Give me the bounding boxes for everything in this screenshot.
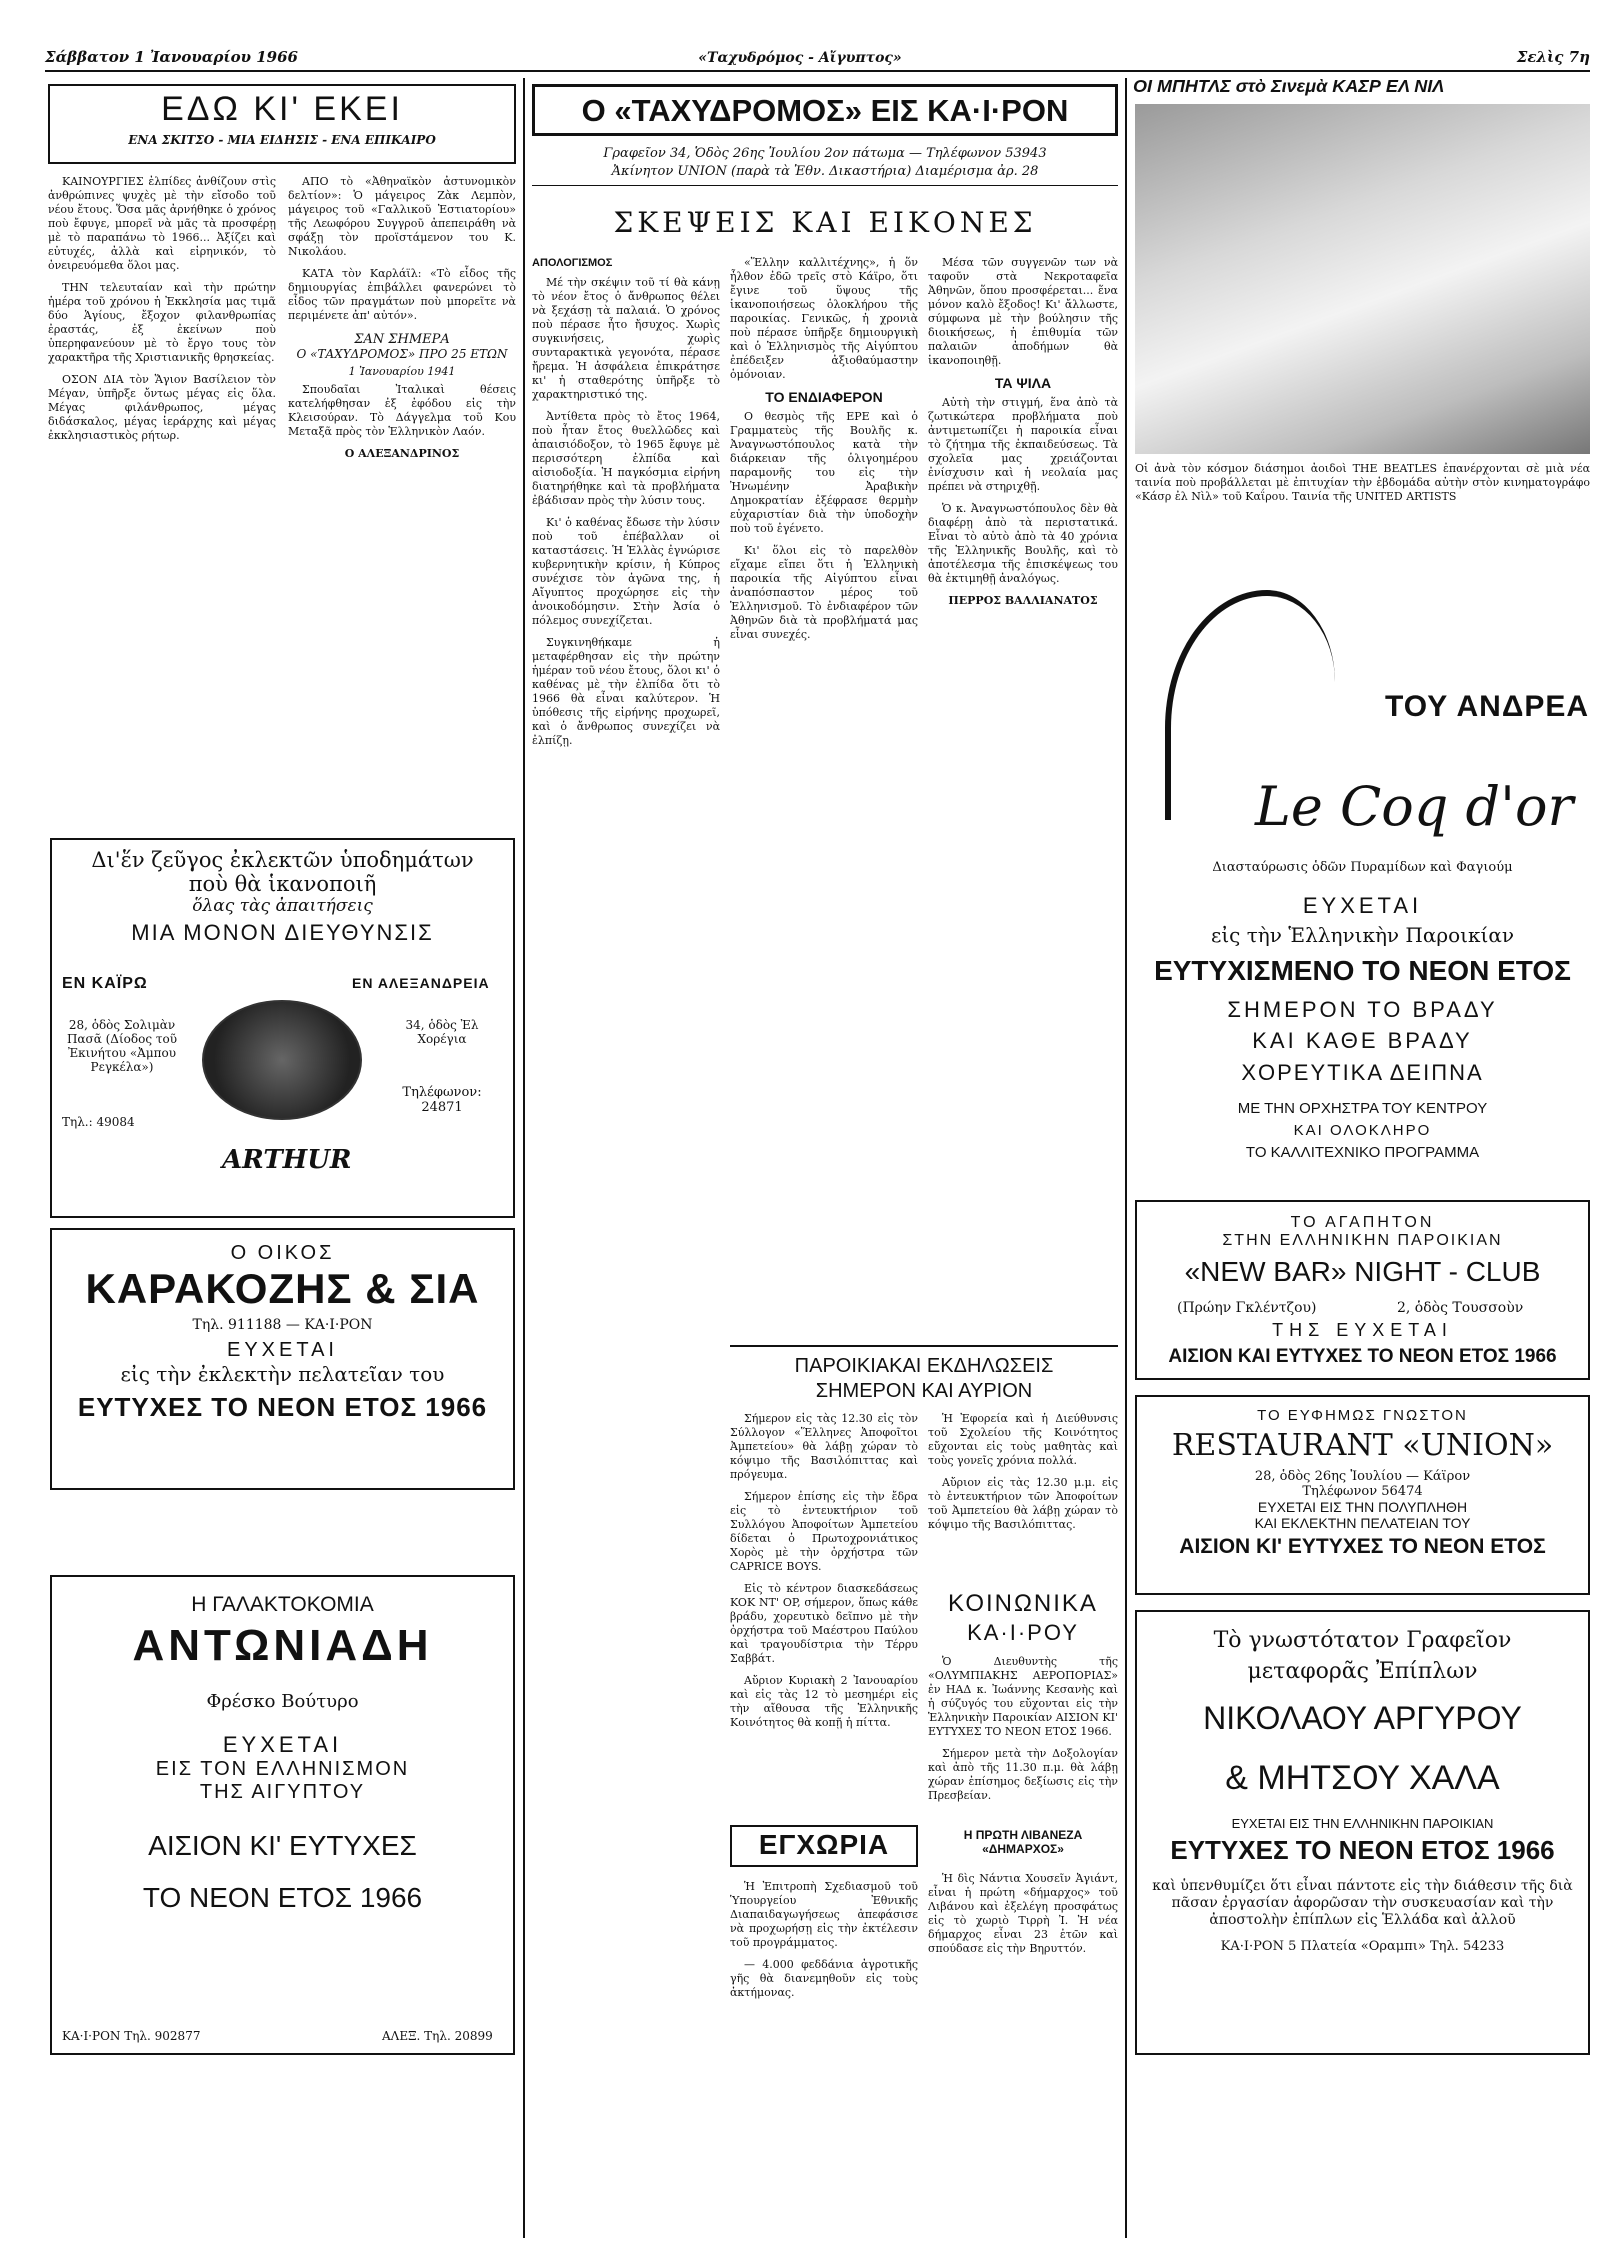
beatles-photo bbox=[1135, 104, 1590, 454]
center-paragraph-2: Ἀντίθετα πρὸς τὸ ἔτος 1964, ποὺ ἦταν ἔτος θυελλῶδες καὶ ἀπαισιόδοξον, τὸ 1965 ἔφυγε μὲ περισσότερη ἐλπίδα καὶ αἰσιοδοξία. Ἡ παγκόσμια εἰρήνη διατηρήθηκε καὶ τὰ προβλήματα ἐβάδισαν πρὸς τὴν λύσιν τους. bbox=[532, 410, 720, 507]
psila-heading: ΤΑ ΨΙΛΑ bbox=[994, 375, 1052, 391]
shoes-signature: ARTHUR bbox=[222, 1145, 352, 1175]
header-paper: «Ταχυδρόμος - Αἴγυπτος» bbox=[698, 50, 902, 66]
left-paragraph-2: ΤΗΝ τελευταίαν καὶ τὴν πρώτην ἡμέρα τοῦ χρόνου ἡ Ἐκκλησία μας τιμᾶ δύο Ἁγίους, ἔξοχον φιλανθρωπίας ἐραστάς, ἐξ ἐκείνων ποὺ ὑπερηφανεύουν μὲ τὸ ἔργο τους τὸν χαρακτῆρα τῆς Χριστιανικῆς θρησκείας. bbox=[48, 281, 276, 364]
san-simera-date: 1 Ἰανουαρίου 1941 bbox=[348, 365, 456, 378]
office-line-2: Ἀκίνητον UNION (παρὰ τὰ Ἐθν. Δικαστήρια) Διαμέρισμα ἀρ. 28 bbox=[611, 164, 1039, 179]
karakozis-tel: Τηλ. 911188 — ΚΑ·Ι·ΡΟΝ bbox=[192, 1317, 373, 1333]
center-paragraph-7: Κι' ὅλοι εἰς τὸ παρελθὸν εἴχαμε εἴπει ὅτι ἡ Ἑλληνικὴ παροικία τῆς Αἰγύπτου εἶναι ἀναπόσπαστον μέρος τοῦ Ἑλληνισμοῦ. Τὸ ἐνδιαφέρον τῶν Ἀθηνῶν διὰ τὰ προβλήματά μας εἶναι συνεχές. bbox=[730, 544, 918, 641]
center-paragraph-8: Μέσα τῶν συγγενῶν των νὰ ταφοῦν στὰ Νεκροταφεῖα Ἀθηνῶν, ὅπου προσφέρεται... ἕνα μόνον καλὸ ἔξοδος! Κι' ἄλλωστε, σύμφωνα μὲ τὴν βούλησιν τῆς διοικήσεως, ἡ ἐπιθυμία τῶν παλαιῶν ἀποδήμων θὰ ἱκανοποιηθῇ. bbox=[928, 256, 1118, 367]
newbar-ad bbox=[1135, 1200, 1590, 1380]
antoniadi-line-8: ΤΟ ΝΕΟΝ ΕΤΟΣ 1966 bbox=[142, 1882, 423, 1913]
koinonika-paragraph-2: Σήμερον μετὰ τὴν Δοξολογίαν καὶ ἀπὸ τῆς 11.30 π.μ. θὰ λάβῃ χώραν ἐπίσημος δεξίωσις εἰς τὴν Πρεσβείαν. bbox=[928, 1747, 1118, 1802]
antoniadi-wish: ΕΥΧΕΤΑΙ bbox=[222, 1732, 343, 1757]
newbar-name: «NEW BAR» NIGHT - CLUB bbox=[1184, 1256, 1541, 1287]
left-author: Ο ΑΛΕΞΑΝΔΡΙΝΟΣ bbox=[344, 447, 460, 460]
newbar-line-5: ΑΙΣΙΟΝ ΚΑΙ ΕΥΤΥΧΕΣ ΤΟ ΝΕΟΝ ΕΤΟΣ 1966 bbox=[1168, 1346, 1557, 1367]
koinonika-paragraph-1: Ὁ Διευθυντὴς τῆς «ΟΛΥΜΠΙΑΚΗΣ ΑΕΡΟΠΟΡΙΑΣ» ἐν ΗΑΔ κ. Ἰωάννης Κεσανὴς καὶ ἡ σύζυγός του εὔχονται εἰς τὴν Ἑλληνικὴν Παροικίαν ΑΙΣΙΟΝ ΚΙ' ΕΥΤΥΧΕΣ ΤΟ ΝΕΟΝ ΕΤΟΣ 1966. bbox=[928, 1655, 1118, 1738]
header-page: Σελὶς 7η bbox=[1516, 48, 1590, 66]
center-paragraph-10: Ὁ κ. Ἀναγνωστόπουλος δὲν θὰ διαφέρῃ ἀπὸ τὰ περιστατικά. Εἶναι τὸ αὐτὸ ἀπὸ τὰ 40 χρόνια τῆς Ἑλληνικῆς Βουλῆς, καὶ τὸ ἀποτέλεσμα τῆς ἐπισκέψεως του θὰ ἐκτιμηθῇ ἀναλόγως. bbox=[928, 502, 1118, 585]
argyrou-line-8: ΚΑ·Ι·ΡΟΝ 5 Πλατεία «Οραμπι» Τηλ. 54233 bbox=[1220, 1939, 1505, 1954]
egxoria-title: ΕΓΧΩΡΙΑ bbox=[758, 1829, 890, 1860]
union-line-5: ΚΑΙ ΕΚΛΕΚΤΗΝ ΠΕΛΑΤΕΙΑΝ ΤΟΥ bbox=[1254, 1515, 1471, 1531]
center-paragraph-9: Αὐτὴ τὴν στιγμή, ἕνα ἀπὸ τὰ ζωτικώτερα προβλήματα ποὺ ἀντιμετωπίζει ἡ παροικία εἶναι τὸ ζήτημα τῆς ἐκπαιδεύσεως. Τὰ σχολεῖα μας χρειάζονται ἐνίσχυσιν καὶ ἡ νεολαία μας πρέπει νὰ στηριχθῇ. bbox=[928, 396, 1118, 493]
shoes-alex: ΕΝ ΑΛΕΞΑΝΔΡΕΙΑ bbox=[352, 975, 490, 991]
center-paragraph-6: Ο θεσμὸς τῆς ΕΡΕ καὶ ὁ Γραμματεὺς τῆς Βουλῆς κ. Ἀναγνωστόπουλος κατὰ τὴν διάρκειαν τῆς ὁλιγοημέρου παραμονῆς του εἰς τὴν Ἠνωμένην Ἀραβικὴν Δημοκρατίαν ἐξέφρασε θερμὴν εὐχαριστίαν διὰ τὴν ὑποδοχὴν ποὺ τοῦ ἐγένετο. bbox=[730, 410, 918, 535]
san-simera-title: ΣΑΝ ΣΗΜΕΡΑ bbox=[354, 332, 450, 347]
newbar-addr-1: (Πρώην Γκλέντζου) bbox=[1177, 1300, 1317, 1316]
section-title: ΣΚΕΨΕΙΣ ΚΑΙ ΕΙΚΟΝΕΣ bbox=[613, 206, 1037, 239]
shoes-tel-2: Τηλέφωνον: 24871 bbox=[402, 1085, 482, 1115]
events-rule bbox=[730, 1345, 1118, 1347]
argyrou-name-2: & ΜΗΤΣΟΥ ΧΑΛΑ bbox=[1225, 1759, 1500, 1797]
andrea-line-6: ΚΑΙ ΚΑΘΕ ΒΡΑΔΥ bbox=[1252, 1028, 1473, 1053]
center-paragraph-4: Συγκινηθήκαμε ἡ μεταφέρθησαν εἰς τὴν πρώτην ἡμέραν τοῦ νέου ἔτους, ὅλοι κι' ὁ καθένας μὲ τὴν ἐλπίδα ὅτι τὸ 1966 θὰ εἶναι καλύτερον. Ἡ ὑπόθεσις τῆς εἰρήνης προχωρεῖ, καὶ ὁ ἄνθρωπος συνεχίζει νὰ ἐλπίζῃ. bbox=[532, 636, 720, 747]
andrea-script: Le Coq d'or bbox=[1255, 775, 1574, 838]
andrea-line-10: ΤΟ ΚΑΛΛΙΤΕΧΝΙΚΟ ΠΡΟΓΡΑΜΜΑ bbox=[1245, 1144, 1480, 1161]
libanesa-title: Η ΠΡΩΤΗ ΛΙΒΑΝΕΖΑ «ΔΗΜΑΡΧΟΣ» bbox=[963, 1828, 1083, 1856]
left-paragraph-3: ΟΣΟΝ ΔΙΑ τὸν Ἅγιον Βασίλειον τὸν Μέγαν, ὑπῆρξε ὄντως μέγας εἰς ὅλα. Μέγας φιλάνθρωπος, μέγας διδάσκαλος, μέγας ἱεράρχης καὶ μέγας ἐκκλησιαστικὸς ρήτωρ. bbox=[48, 373, 276, 442]
san-simera-sub: Ο «ΤΑΧΥΔΡΟΜΟΣ» ΠΡΟ 25 ΕΤΩΝ bbox=[296, 347, 508, 361]
beatles-title: ΟΙ ΜΠΗΤΛΣ στὸ Σινεμὰ ΚΑΣΡ ΕΛ ΝΙΛ bbox=[1133, 76, 1445, 96]
left-paragraph-1: ΚΑΙΝΟΥΡΓΙΕΣ ἐλπίδες ἀνθίζουν στὶς ἀνθρώπινες ψυχὲς μὲ τὴν εἴσοδο τοῦ νέου ἔτους. Ὅσα μᾶς ἀρνήθηκε ὁ χρόνος ποὺ ἔφυγε, μπορεῖ νὰ μᾶς τὰ προσφέρῃ μὲ τὸ παραπάνω τὸ 1966... Ἀξίζει καὶ εὐτυχές, ἀλλὰ καὶ εἰρηνικόν, τὸ ὀνειρευόμεθα ὅλοι μας. bbox=[48, 175, 276, 272]
andrea-line-4: ΕΥΤΥΧΙΣΜΕΝΟ ΤΟ ΝΕΟΝ ΕΤΟΣ bbox=[1154, 955, 1571, 986]
shoes-line-2: ποὺ θὰ ἱκανοποιῆ bbox=[188, 872, 377, 896]
argyrou-line-1: Τὸ γνωστότατον Γραφεῖον bbox=[1213, 1628, 1512, 1653]
column-rule-left bbox=[523, 78, 525, 2238]
argyrou-line-2: μεταφορᾶς Ἐπίπλων bbox=[1247, 1659, 1478, 1684]
center-paragraph-1: Μέ τὴν σκέψιν τοῦ τί θὰ κάνῃ τὸ νέον ἔτος ὁ ἄνθρωπος θέλει νὰ ξεχάσῃ τὰ παλαιά. Ὁ χρόνος ποὺ πέρασε ἦτο ἤσυχος. Χωρὶς συγκινήσεις, χωρὶς συνταρακτικὰ γεγονότα, πέρασε ἤρεμα. Ἡ ἀσφάλεια ἐπικράτησε κι' ἡ σταθερότης ὑπῆρξε τὸ χαρακτηριστικό της. bbox=[532, 276, 720, 401]
union-ad bbox=[1135, 1395, 1590, 1595]
egxoria-body bbox=[730, 1880, 918, 2080]
newbar-wish: ΤΗΣ ΕΥΧΕΤΑΙ bbox=[1272, 1320, 1453, 1340]
karakozis-line-4: εἰς τὴν ἐκλεκτὴν πελατεῖαν του bbox=[120, 1362, 445, 1386]
egxoria-paragraph-2: — 4.000 φεδδάνια ἀγροτικῆς γῆς θὰ διανεμηθοῦν εἰς τοὺς ἀκτήμονας. bbox=[730, 1958, 918, 1999]
union-line-4: ΕΥΧΕΤΑΙ ΕΙΣ ΤΗΝ ΠΟΛΥΠΛΗΘΗ bbox=[1257, 1499, 1468, 1515]
column-rule-right bbox=[1125, 78, 1127, 2238]
shoes-line-1: Δι'ἕν ζεῦγος ἐκλεκτῶν ὑποδημάτων bbox=[91, 848, 474, 872]
antoniadi-line-1: Η ΓΑΛΑΚΤΟΚΟΜΙΑ bbox=[191, 1593, 374, 1616]
apologismos-heading: ΑΠΟΛΟΓΙΣΜΟΣ bbox=[532, 257, 613, 269]
andrea-line-1: ΤΟΥ ΑΝΔΡΕΑ bbox=[1385, 690, 1590, 723]
andrea-ad bbox=[1135, 560, 1590, 1180]
left-column-a bbox=[48, 175, 276, 825]
argyrou-name-1: ΝΙΚΟΛΑΟΥ ΑΡΓΥΡΟΥ bbox=[1203, 1700, 1522, 1736]
header-date: Σάββατον 1 Ἰανουαρίου 1966 bbox=[45, 48, 298, 66]
left-paragraph-4: ΑΠΟ τὸ «Ἀθηναϊκὸν ἀστυνομικὸν δελτίον»: Ὁ μάγειρος Ζὰκ Λεμπὸν, μάγειρος τοῦ «Γαλλικοῦ Ἑστιατορίου» τῆς Λεωφόρου Συγγροῦ ἀπεπειράθη νὰ σφάξῃ τὸν προϊστάμενον του Κ. Νικολάου. bbox=[288, 175, 516, 258]
antoniadi-line-6: ΤΗΣ ΑΙΓΥΠΤΟΥ bbox=[199, 1781, 366, 1803]
events-title-2: ΣΗΜΕΡΟΝ ΚΑΙ ΑΥΡΙΟΝ bbox=[815, 1380, 1033, 1402]
events-column-a bbox=[730, 1412, 918, 1772]
karakozis-name: ΚΑΡΑΚΟΖΗΣ & ΣΙΑ bbox=[85, 1265, 480, 1312]
antoniadi-ad bbox=[50, 1575, 515, 2055]
left-column-b bbox=[288, 175, 516, 825]
events-paragraph-3: Εἰς τὸ κέντρον διασκεδάσεως KOK NT' OP, σήμερον, ὅπως κάθε βράδυ, χορευτικὸ δεῖπνο μὲ τὴν ὀρχήστρα τοῦ Μαέστρου Παύλου καὶ τραγουδίστρια τὴν Τέρρυ Σαββάτ. bbox=[730, 1582, 918, 1665]
shoes-addr-1: 28, ὁδὸς Σολιμὰν Πασᾶ (Δίοδος τοῦ Ἐκινήτου «Ἀμπου Ρεγκέλα») bbox=[66, 1018, 178, 1074]
andrea-line-8: ΜΕ ΤΗΝ ΟΡΧΗΣΤΡΑ ΤΟΥ ΚΕΝΤΡΟΥ bbox=[1237, 1100, 1488, 1117]
antoniadi-tel-1: ΚΑ·Ι·ΡΟΝ Τηλ. 902877 bbox=[62, 2029, 201, 2043]
union-addr: 28, ὁδὸς 26ης Ἰουλίου — Κάϊρον bbox=[1254, 1469, 1471, 1484]
shoes-tel-1: Τηλ.: 49084 bbox=[62, 1115, 135, 1129]
argyrou-line-5: ΕΥΧΕΤΑΙ ΕΙΣ ΤΗΝ ΕΛΛΗΝΙΚΗΝ ΠΑΡΟΙΚΙΑΝ bbox=[1231, 1816, 1494, 1831]
antoniadi-line-3: Φρέσκο Βούτυρο bbox=[206, 1691, 359, 1712]
andrea-line-3: εἰς τὴν Ἑλληνικὴν Παροικίαν bbox=[1210, 923, 1515, 947]
argyrou-line-6: ΕΥΤΥΧΕΣ ΤΟ ΝΕΟΝ ΕΤΟΣ 1966 bbox=[1170, 1835, 1555, 1865]
edo-ki-ekei-box bbox=[48, 84, 516, 164]
antoniadi-tel-2: ΑΛΕΞ. Τηλ. 20899 bbox=[382, 2029, 493, 2043]
office-rule bbox=[532, 185, 1118, 186]
union-line-6: ΑΙΣΙΟΝ ΚΙ' ΕΥΤΥΧΕΣ ΤΟ ΝΕΟΝ ΕΤΟΣ bbox=[1179, 1535, 1546, 1558]
header-rule bbox=[45, 70, 1590, 72]
shoes-ad bbox=[50, 838, 515, 1218]
koinonika-title: ΚΟΙΝΩΝΙΚΑ bbox=[948, 1590, 1098, 1617]
masthead-box bbox=[532, 84, 1118, 136]
andrea-line-9: ΚΑΙ ΟΛΟΚΛΗΡΟ bbox=[1293, 1122, 1432, 1139]
antoniadi-name: ΑΝΤΩΝΙΑΔΗ bbox=[132, 1621, 433, 1670]
left-paragraph-5: ΚΑΤΑ τὸν Καρλάϊλ: «Τὸ εἶδος τῆς δημιουργίας ἐπιβάλλει φανερώνει τὸ εἶδος τῶν πραγμάτων ποὺ μπορεῖτε νὰ περιμένετε ἀπ' αὐτόν». bbox=[288, 267, 516, 322]
newbar-line-2: ΣΤΗΝ ΕΛΛΗΝΙΚΗΝ ΠΑΡΟΙΚΙΑΝ bbox=[1222, 1232, 1503, 1249]
events-paragraph-4: Αὔριον Κυριακὴ 2 Ἰανουαρίου καὶ εἰς τὰς 12 τὸ μεσημέρι εἰς τὴν αἴθουσα τῆς Ἑλληνικῆς Κοινότητος θὰ κοπῇ ἡ πίττα. bbox=[730, 1674, 918, 1729]
events-paragraph-6: Αὔριον εἰς τὰς 12.30 μ.μ. εἰς τὸ ἐντευκτήριον τῶν Ἀποφοίτων τοῦ Ἀμπετείου θὰ λάβῃ χώραν τὸ κόψιμο τῆς Βασιλόπιττας. bbox=[928, 1476, 1118, 1531]
masthead-title: Ο «ΤΑΧΥΔΡΟΜΟΣ» ΕΙΣ ΚΑ·Ι·ΡΟΝ bbox=[581, 93, 1069, 128]
events-column-b bbox=[928, 1412, 1118, 1572]
andrea-line-2: Διασταύρωσις ὁδῶν Πυραμίδων καὶ Φαγιούμ bbox=[1212, 860, 1513, 875]
karakozis-line-1: Ο ΟΙΚΟΣ bbox=[230, 1242, 335, 1264]
andrea-line-7: ΧΟΡΕΥΤΙΚΑ ΔΕΙΠΝΑ bbox=[1241, 1060, 1484, 1085]
egxoria-paragraph-1: Ἡ Ἐπιτροπὴ Σχεδιασμοῦ τοῦ Ὑπουργείου Ἐθνικῆς Διαπαιδαγωγήσεως ἀπεφάσισε νὰ προχωρήσῃ εἰς τὴν ἐκτέλεσιν τοῦ προγράμματος. bbox=[730, 1880, 918, 1949]
argyrou-line-7: καὶ ὑπενθυμίζει ὅτι εἶναι πάντοτε εἰς τὴν διάθεσιν τῆς διὰ πᾶσαν ἐργασίαν ἀφορῶσαν τὴν συσκευασίαν καὶ τὴν ἀποστολὴν ἐπίπλων εἰς Ἑλλάδα καὶ ἀλλοῦ bbox=[1152, 1878, 1573, 1928]
union-tel: Τηλέφωνον 56474 bbox=[1302, 1484, 1423, 1499]
events-paragraph-5: Ἡ Ἐφορεία καὶ ἡ Διεύθυνσις τοῦ Σχολείου τῆς Κοινότητος εὔχονται εἰς τοὺς μαθητὰς καὶ τοὺς γονεῖς χρόνια πολλά. bbox=[928, 1412, 1118, 1467]
andrea-wish: ΕΥΧΕΤΑΙ bbox=[1302, 893, 1423, 918]
karakozis-line-5: ΕΥΤΥΧΕΣ ΤΟ ΝΕΟΝ ΕΤΟΣ 1966 bbox=[77, 1392, 488, 1422]
koinonika-body bbox=[928, 1655, 1118, 1805]
edo-ki-ekei-subtitle: ΕΝΑ ΣΚΙΤΣΟ - ΜΙΑ ΕΙΔΗΣΙΣ - ΕΝΑ ΕΠΙΚΑΙΡΟ bbox=[128, 133, 436, 147]
events-title-1: ΠΑΡΟΙΚΙΑΚΑΙ ΕΚΔΗΛΩΣΕΙΣ bbox=[794, 1355, 1054, 1377]
libanesa-body bbox=[928, 1872, 1118, 2072]
events-paragraph-1: Σήμερον εἰς τὰς 12.30 εἰς τὸν Σύλλογον «Ἕλληνες Ἀποφοῖτοι Ἀμπετείου» θὰ λάβῃ χώραν τὸ κόψιμο τῆς Βασιλόπιττας καὶ πρόγευμα. bbox=[730, 1412, 918, 1481]
endiaferon-heading: ΤΟ ΕΝΔΙΑΦΕΡΟΝ bbox=[765, 389, 883, 405]
events-paragraph-2: Σήμερον ἐπίσης εἰς τὴν ἔδρα εἰς τὸ ἐντευκτήριον τοῦ Συλλόγου Ἀποφοίτων Ἀμπετείου δίδεται ὁ Πρωτοχρονιάτικος Χορὸς μὲ τὴν ὀρχήστρα τῶν CAPRICE BOYS. bbox=[730, 1490, 918, 1573]
center-paragraph-3: Κι' ὁ καθένας ἔδωσε τὴν λύσιν ποὺ τοῦ ἐπέβαλλαν οἱ καταστάσεις. Ἡ Ἑλλὰς ἐγνώρισε κυβερνητικὴν κρίσιν, ἡ Κύπρος συνέχισε τὸν ἀγῶνα της, ἡ Αἴγυπτος προχώρησε εἰς τὴν ἀνοικοδόμησιν. Στὴν Ἀσία ὁ πόλεμος συνεχίζεται. bbox=[532, 516, 720, 627]
newbar-addr-2: 2, ὁδὸς Τουσσοὺν bbox=[1397, 1300, 1524, 1316]
center-paragraph-5: «Ἕλλην καλλιτέχνης», ἡ ὅν ἦλθον ἐδῶ τρεῖς στὸ Κάϊρο, ὅτι ἔγινε τοῦ ὕψους τῆς ἱκανοποιήσεως ὁλοκλήρου τῆς παροικίας. Γενικῶς, ἡ χρονιὰ ποὺ πέρασε ὑπῆρξε δημιουργικὴ καὶ ὁ Ἑλληνισμὸς τῆς Αἰγύπτου ἐπέδειξεν ἀξιοθαύμαστην ὁμόνοιαν. bbox=[730, 256, 918, 381]
koinonika-subtitle: ΚΑ·Ι·ΡΟΥ bbox=[967, 1620, 1079, 1645]
karakozis-ad bbox=[50, 1228, 515, 1490]
shoes-addr-2: 34, ὁδὸς Ἐλ Χορέγια bbox=[405, 1018, 479, 1046]
antoniadi-line-5: ΕΙΣ ΤΟΝ ΕΛΛΗΝΙΣΜΟΝ bbox=[155, 1758, 410, 1780]
center-column-a bbox=[532, 256, 720, 1686]
union-name: RESTAURANT «UNION» bbox=[1171, 1428, 1554, 1463]
office-line-1: Γραφεῖον 34, Ὁδὸς 26ης Ἰουλίου 2ον πάτωμα — Τηλέφωνον 53943 bbox=[603, 146, 1047, 161]
shoes-emblem bbox=[202, 1000, 362, 1120]
andrea-line-5: ΣΗΜΕΡΟΝ ΤΟ ΒΡΑΔΥ bbox=[1227, 997, 1498, 1022]
newbar-line-1: ΤΟ ΑΓΑΠΗΤΟΝ bbox=[1290, 1214, 1435, 1231]
center-author: ΠΕΡΡΟΣ ΒΑΛΛΙΑΝΑΤΟΣ bbox=[948, 594, 1098, 607]
edo-ki-ekei-title: ΕΔΩ ΚΙ' ΕΚΕΙ bbox=[161, 90, 403, 128]
san-simera-text: Σπουδαῖαι Ἰταλικαὶ θέσεις κατελήφθησαν ἐξ ἐφόδου εἰς τὴν Κλεισούραν. Τὸ Δάγγελμα τοῦ Κου Μεταξᾶ πρὸς τὸν Ἑλληνικὸν Λαόν. bbox=[288, 383, 516, 438]
union-line-1: ΤΟ ΕΥΦΗΜΩΣ ΓΝΩΣΤΟΝ bbox=[1257, 1407, 1468, 1424]
karakozis-wish: ΕΥΧΕΤΑΙ bbox=[227, 1339, 338, 1361]
shoes-line-4: ΜΙΑ ΜΟΝΟΝ ΔΙΕΥΘΥΝΣΙΣ bbox=[131, 920, 434, 945]
shoes-line-3: ὅλας τὰς ἀπαιτήσεις bbox=[192, 896, 373, 916]
libanesa-paragraph-1: Ἡ δὶς Νάντια Χουσεῖν Ἀγιάντ, εἶναι ἡ πρώτη «δήμαρχος» τοῦ Λιβάνου καὶ ἐξελέγη προσφάτως εἰς τὸ χωριὸ Τιρρὴ Ἰ. Ἡ νέα δήμαρχος εἶναι 23 ἐτῶν καὶ σπούδασε εἰς τὴν Βηρυττόν. bbox=[928, 1872, 1118, 1955]
shoes-cairo: ΕΝ ΚΑΪΡΩ bbox=[62, 975, 148, 992]
egxoria-box bbox=[730, 1825, 918, 1867]
argyrou-ad bbox=[1135, 1610, 1590, 2055]
antoniadi-line-7: ΑΙΣΙΟΝ ΚΙ' ΕΥΤΥΧΕΣ bbox=[148, 1830, 417, 1861]
beatles-caption: Οἱ ἀνὰ τὸν κόσμον διάσημοι ἀοιδοὶ THE BEATLES ἐπανέρχονται σὲ μιὰ νέα ταινία ποὺ προβάλλεται μὲ ἐπιτυχίαν τὴν ἑβδομάδα αὐτὴν στὸν κινηματογράφο «Κάσρ ἐλ Νὶλ» τοῦ Καΐρου. Ταινία τῆς UNITED ARTISTS bbox=[1135, 462, 1590, 503]
